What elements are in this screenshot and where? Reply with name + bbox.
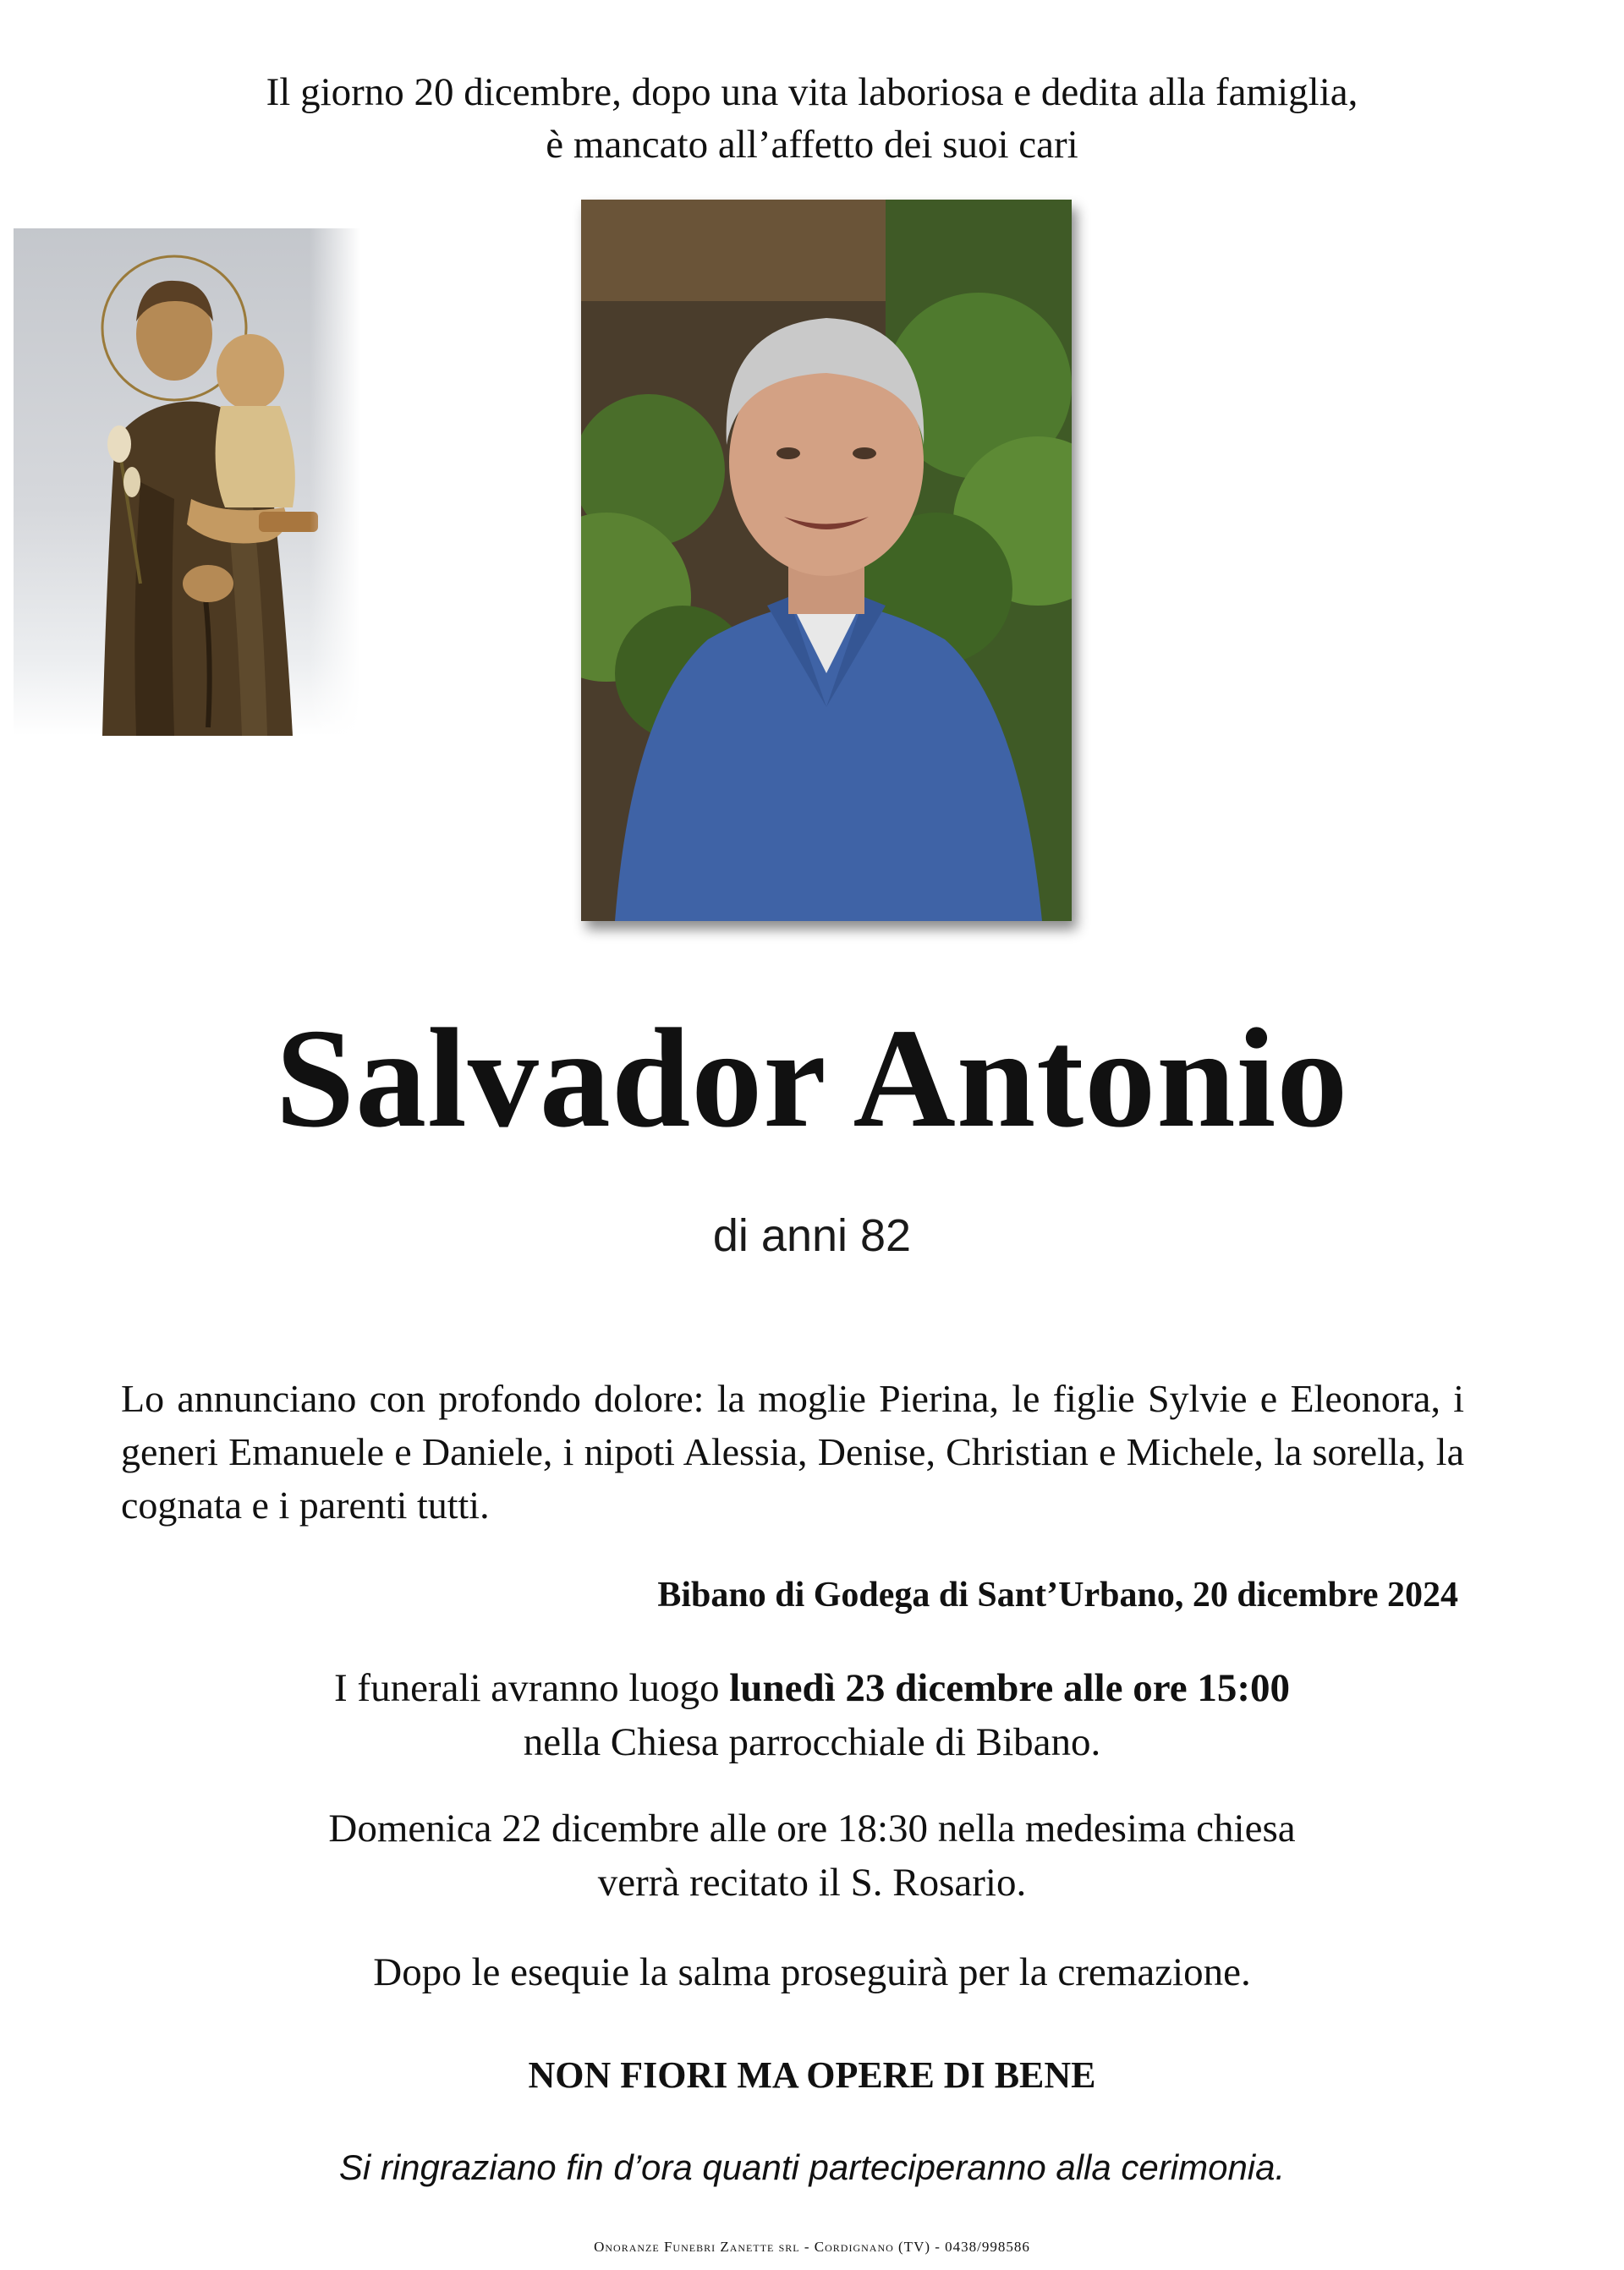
cremation-line: Dopo le esequie la salma proseguirà per la cremazione. xyxy=(373,1950,1251,1994)
portrait-drawing xyxy=(581,200,1072,921)
deceased-age: di anni 82 xyxy=(712,1210,912,1261)
intro-text xyxy=(0,66,1624,171)
portrait-photo xyxy=(581,200,1072,921)
funeral-datetime: lunedì 23 dicembre alle ore 15:00 xyxy=(729,1666,1290,1710)
deceased-name: Salvador Antonio xyxy=(275,1000,1349,1157)
cremation-info xyxy=(0,1945,1624,1999)
place-and-date: Bibano di Godega di Sant’Urbano, 20 dicembre 2024 xyxy=(657,1576,1458,1615)
funeral-home-footer: Onoranze Funebri Zanette srl - Cordignano (TV) - 0438/998586 xyxy=(594,2239,1030,2255)
rosary-info xyxy=(0,1801,1624,1910)
announcement-text: Lo annunciano con profondo dolore: la moglie Pierina, le figlie Sylvie e Eleonora, i generi Emanuele e Daniele, i nipoti Alessia, Denise, Christian e Michele, la sorella, la cognata e i parenti tutti. xyxy=(121,1377,1464,1527)
saint-statue-drawing xyxy=(14,228,360,736)
rosary-line-1: Domenica 22 dicembre alle ore 18:30 nella medesima chiesa xyxy=(328,1807,1296,1851)
funeral-info xyxy=(0,1661,1624,1769)
intro-line-1: Il giorno 20 dicembre, dopo una vita laboriosa e dedita alla famiglia, xyxy=(266,70,1358,114)
saint-statue-image xyxy=(14,228,360,736)
funeral-line-2: nella Chiesa parrocchiale di Bibano. xyxy=(523,1720,1101,1764)
no-flowers-notice: NON FIORI MA OPERE DI BENE xyxy=(528,2054,1096,2096)
funeral-line-1 xyxy=(0,1661,1624,1715)
intro-line-2: è mancato all’affetto dei suoi cari xyxy=(546,123,1078,167)
funeral-prefix: I funerali avranno luogo xyxy=(334,1666,730,1710)
thanks-note: Si ringraziano fin d’ora quanti parteciperanno alla cerimonia. xyxy=(338,2147,1286,2187)
rosary-line-2: verrà recitato il S. Rosario. xyxy=(597,1861,1027,1905)
